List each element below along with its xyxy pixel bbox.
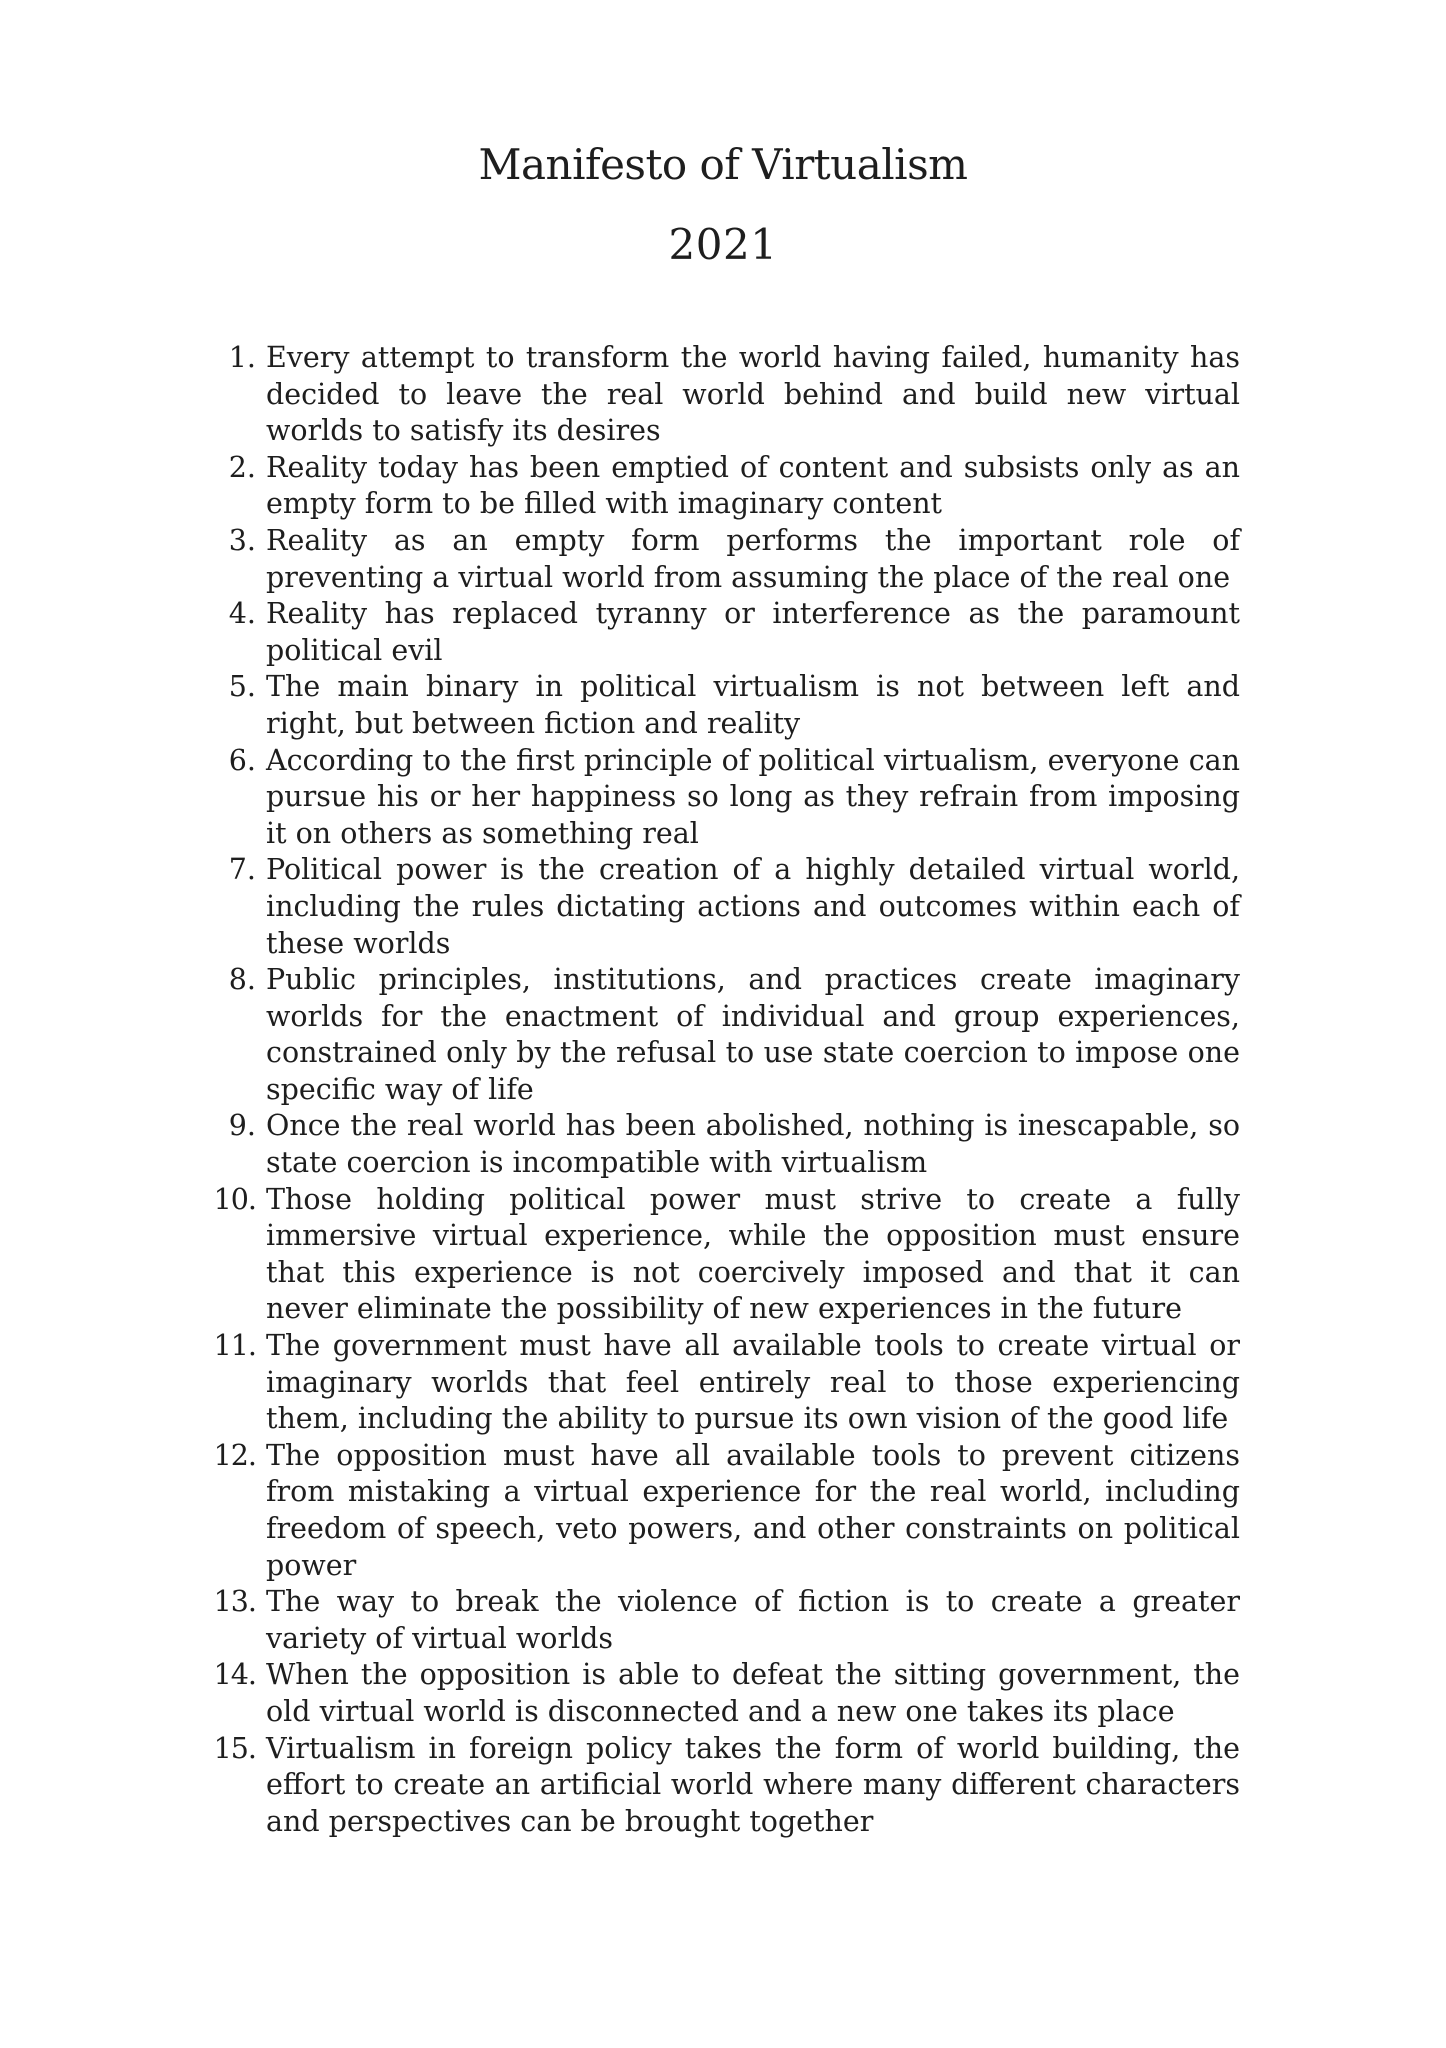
item-number: 7. bbox=[228, 853, 256, 887]
list-item bbox=[200, 450, 1240, 523]
item-number: 14. bbox=[213, 1658, 256, 1692]
item-text: Once the real world has been abolished, nothing is inescapable, so state coercion is incompatible with virtualism bbox=[266, 1109, 1240, 1180]
item-text: The main binary in political virtualism is not between left and right, but between fiction and reality bbox=[266, 670, 1240, 740]
list-item bbox=[200, 669, 1240, 742]
item-number: 3. bbox=[228, 523, 256, 557]
item-number: 6. bbox=[228, 743, 256, 777]
item-text: The government must have all available tools to create virtual or imaginary worlds that feel entirely real to those experiencing them, including the ability to pursue its own vision of the good life bbox=[266, 1329, 1240, 1436]
item-number: 10. bbox=[213, 1182, 256, 1216]
manifesto-list bbox=[200, 340, 1240, 1840]
item-number: 11. bbox=[213, 1329, 256, 1363]
document-title: Manifesto of Virtualism bbox=[478, 140, 968, 189]
list-item bbox=[200, 1438, 1240, 1584]
list-item bbox=[200, 1182, 1240, 1328]
list-item bbox=[200, 1328, 1240, 1438]
item-number: 13. bbox=[213, 1585, 256, 1619]
list-item bbox=[200, 1584, 1240, 1657]
list-item bbox=[200, 1731, 1240, 1841]
item-number: 15. bbox=[213, 1731, 256, 1765]
list-item bbox=[200, 1657, 1240, 1730]
list-item bbox=[200, 743, 1240, 853]
item-number: 5. bbox=[228, 670, 256, 704]
item-text: When the opposition is able to defeat the sitting government, the old virtual world is disconnected and a new one takes its place bbox=[266, 1658, 1240, 1728]
item-number: 2. bbox=[228, 450, 256, 484]
item-number: 9. bbox=[228, 1109, 256, 1143]
list-item bbox=[200, 523, 1240, 596]
item-text: The way to break the violence of fiction is to create a greater variety of virtual worlds bbox=[266, 1585, 1240, 1655]
item-number: 4. bbox=[228, 597, 256, 631]
item-text: Public principles, institutions, and practices create imaginary worlds for the enactment of individual and group experiences, constrained only by the refusal to use state coercion to impose one specific way of life bbox=[266, 963, 1240, 1106]
item-text: Every attempt to transform the world having failed, humanity has decided to leave the real world behind and build new virtual worlds to satisfy its desires bbox=[266, 341, 1240, 448]
item-text: Reality today has been emptied of content and subsists only as an empty form to be filled with imaginary content bbox=[266, 450, 1240, 521]
list-item bbox=[200, 962, 1240, 1108]
item-text: Reality has replaced tyranny or interference as the paramount political evil bbox=[266, 597, 1240, 667]
item-text: According to the first principle of political virtualism, everyone can pursue his or her happiness so long as they refrain from imposing it on others as something real bbox=[266, 743, 1240, 850]
list-item bbox=[200, 1108, 1240, 1181]
item-text: Reality as an empty form performs the important role of preventing a virtual world from assuming the place of the real one bbox=[266, 523, 1240, 594]
list-item bbox=[200, 596, 1240, 669]
document-year: 2021 bbox=[668, 220, 778, 269]
item-number: 12. bbox=[213, 1438, 256, 1472]
item-number: 8. bbox=[228, 963, 256, 997]
list-item bbox=[200, 852, 1240, 962]
item-number: 1. bbox=[228, 341, 256, 374]
item-text: The opposition must have all available tools to prevent citizens from mistaking a virtual experience for the real world, including freedom of speech, veto powers, and other constraints on political power bbox=[266, 1438, 1240, 1582]
item-text: Those holding political power must strive to create a fully immersive virtual experience, while the opposition must ensure that this experience is not coercively imposed and that it can never eliminate the possibility of new experiences in the future bbox=[266, 1182, 1240, 1326]
item-text: Political power is the creation of a highly detailed virtual world, including the rules dictating actions and outcomes within each of these worlds bbox=[266, 853, 1240, 960]
item-text: Virtualism in foreign policy takes the form of world building, the effort to create an artificial world where many different characters and perspectives can be brought together bbox=[266, 1731, 1240, 1838]
list-item bbox=[200, 340, 1240, 450]
